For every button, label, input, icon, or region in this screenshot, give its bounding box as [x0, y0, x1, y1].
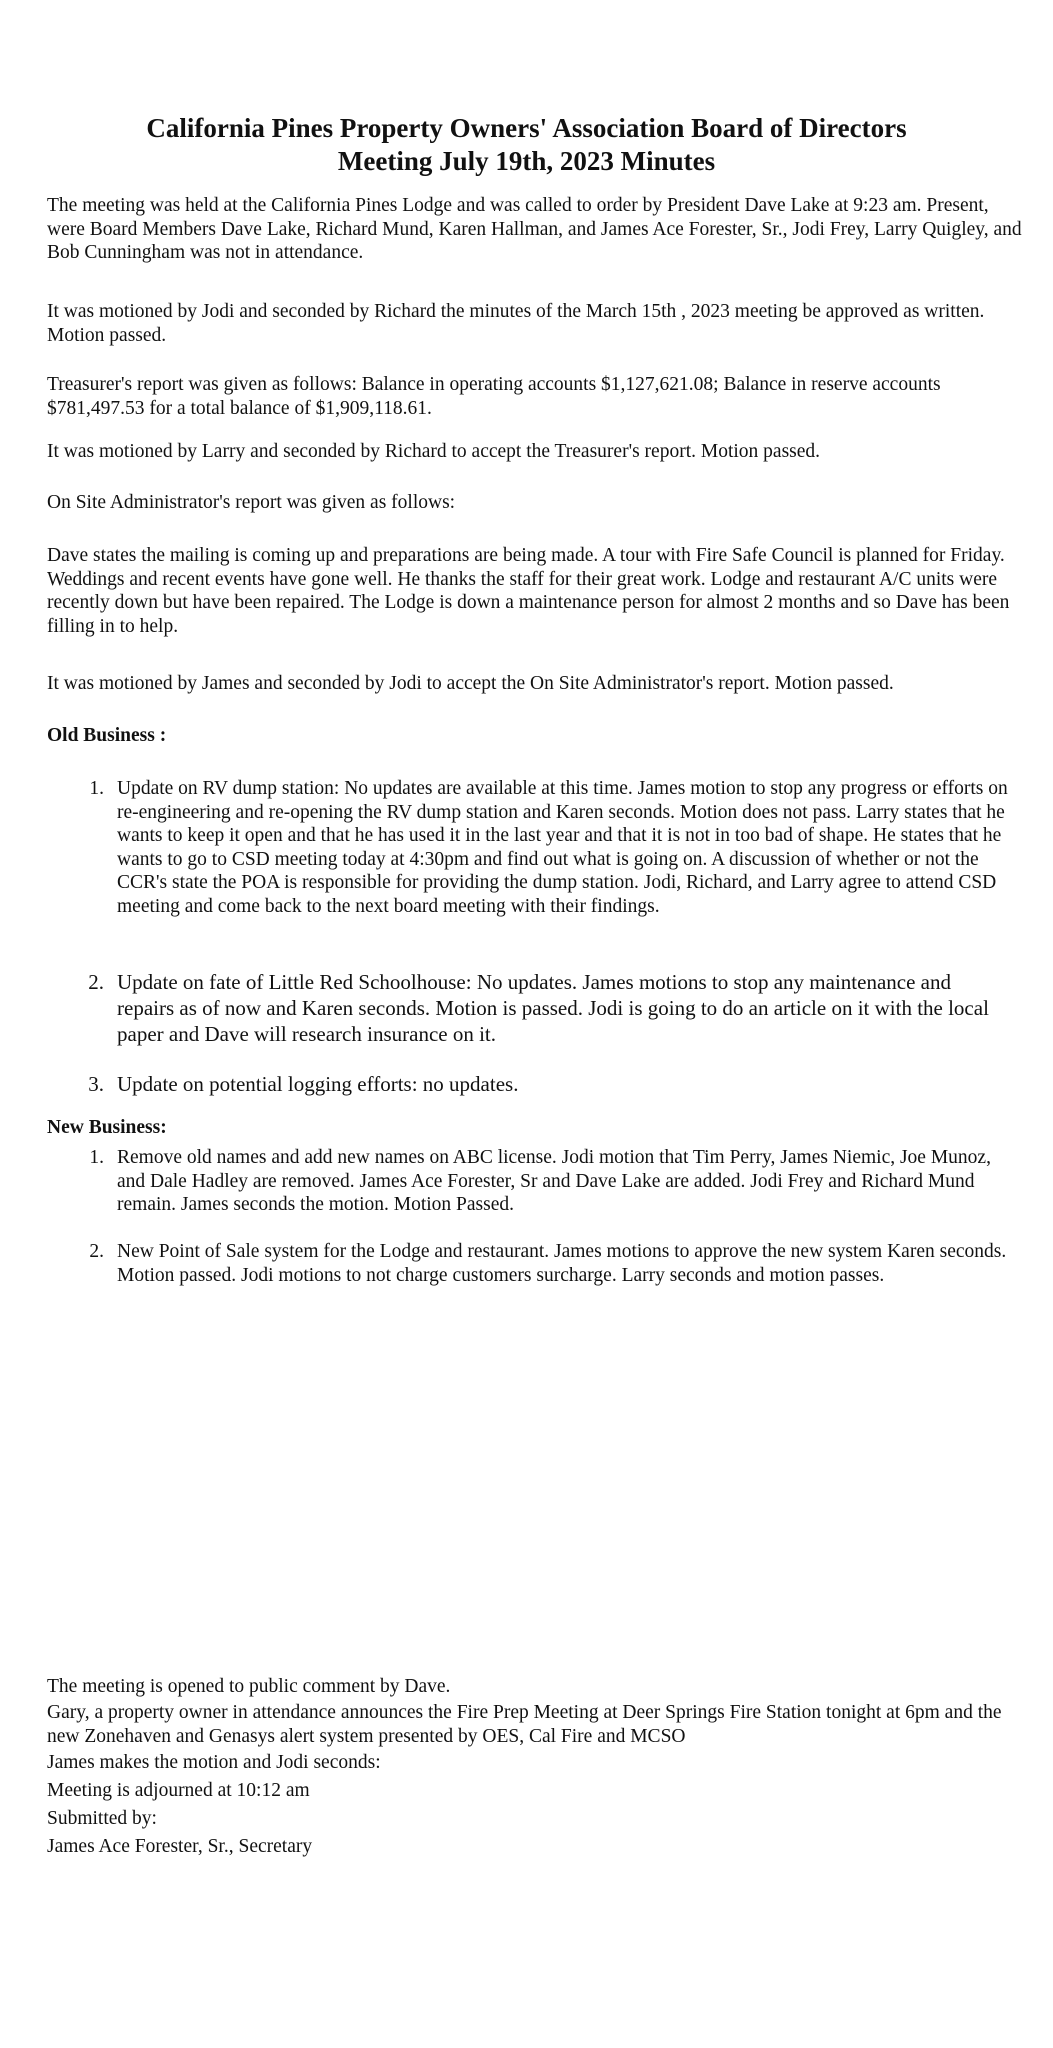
onsite-motion-paragraph: It was motioned by James and seconded by Jodi to accept the On Site Administrator's report. Motion passed. — [47, 673, 894, 694]
gary-announcement: Gary, a property owner in attendance announces the Fire Prep Meeting at Deer Springs Fire Station tonight at 6pm and the new Zonehaven and Genasys alert system presented by OES, Cal Fire and MCSO — [47, 1702, 1002, 1747]
intro-paragraph: The meeting was held at the California Pines Lodge and was called to order by President Dave Lake at 9:23 am. Present, were Board Members Dave Lake, Richard Mund, Karen Hallman, and James Ace Forester, Sr., Jodi Frey, Larry Quigley, and Bob Cunningham was not in attendance. — [47, 195, 1022, 263]
list-number: 2. — [88, 970, 104, 994]
old-business-item — [80, 777, 1010, 918]
public-comment-line: The meeting is opened to public comment by Dave. — [47, 1676, 451, 1697]
list-item-text: Remove old names and add new names on ABC license. Jodi motion that Tim Perry, James Niemic, Joe Munoz, and Dale Hadley are removed. James Ace Forester, Sr and Dave Lake are added. Jodi Frey and Richard Mund remain. James seconds the motion. Motion Passed. — [117, 1147, 991, 1215]
old-business-item — [80, 969, 1010, 1047]
old-business-heading: Old Business : — [47, 725, 167, 746]
document-title-line-2: Meeting July 19th, 2023 Minutes — [337, 146, 716, 176]
minutes-approval-paragraph: It was motioned by Jodi and seconded by Richard the minutes of the March 15th , 2023 meeting be approved as written. Motion passed. — [47, 301, 985, 346]
secretary-signature: James Ace Forester, Sr., Secretary — [47, 1836, 313, 1857]
list-item-text: Update on potential logging efforts: no updates. — [117, 1072, 519, 1096]
submitted-by-label: Submitted by: — [47, 1808, 157, 1829]
new-business-heading: New Business: — [47, 1117, 167, 1138]
treasurer-motion-paragraph: It was motioned by Larry and seconded by Richard to accept the Treasurer's report. Motion passed. — [47, 441, 821, 462]
list-number: 3. — [88, 1072, 104, 1096]
list-item-text: Update on fate of Little Red Schoolhouse: No updates. James motions to stop any maintenance and repairs as of now and Karen seconds. Motion is passed. Jodi is going to do an article on it with the local paper and Dave will research insurance on it. — [117, 970, 989, 1046]
list-number: 1. — [89, 778, 104, 799]
list-item-text: New Point of Sale system for the Lodge and restaurant. James motions to approve the new system Karen seconds. Motion passed. Jodi motions to not charge customers surcharge. Larry seconds and motion passes. — [117, 1241, 1007, 1286]
list-number: 2. — [89, 1241, 104, 1262]
new-business-item — [80, 1240, 1010, 1287]
onsite-report-header: On Site Administrator's report was given as follows: — [47, 492, 456, 513]
onsite-report-paragraph: Dave states the mailing is coming up and preparations are being made. A tour with Fire Safe Council is planned for Friday. Weddings and recent events have gone well. He thanks the staff for their great work. Lodge and restaurant A/C units were recently down but have been repaired. The Lodge is down a maintenance person for almost 2 months and so Dave has been filling in to help. — [47, 545, 1010, 637]
document-title-line-1: California Pines Property Owners' Association Board of Directors — [146, 113, 907, 143]
list-item-text: Update on RV dump station: No updates are available at this time. James motion to stop any progress or efforts on re-engineering and re-opening the RV dump station and Karen seconds. Motion does not pass. Larry states that he wants to keep it open and that he has used it in the last year and that it is not in too bad of shape. He states that he wants to go to CSD meeting today at 4:30pm and find out what is going on. A discussion of whether or not the CCR's state the POA is responsible for providing the dump station. Jodi, Richard, and Larry agree to attend CSD meeting and come back to the next board meeting with their findings. — [117, 778, 1008, 917]
adjourned-line: Meeting is adjourned at 10:12 am — [47, 1780, 310, 1801]
adjourn-motion-line: James makes the motion and Jodi seconds: — [47, 1752, 381, 1773]
list-number: 1. — [89, 1147, 104, 1168]
treasurer-report-paragraph: Treasurer's report was given as follows: Balance in operating accounts $1,127,621.08; Balance in reserve accounts $781,497.53 for a total balance of $1,909,118.61. — [47, 374, 941, 419]
old-business-item — [80, 1071, 1010, 1097]
new-business-item — [80, 1146, 1010, 1217]
